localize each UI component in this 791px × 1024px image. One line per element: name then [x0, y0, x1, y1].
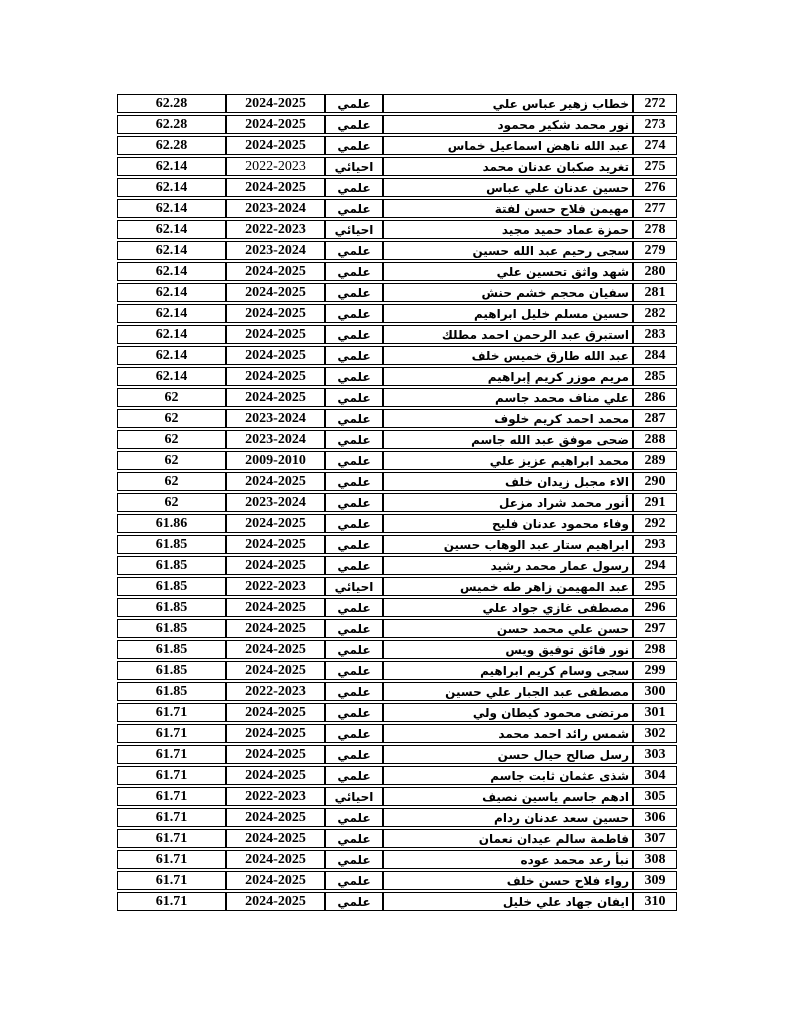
number-cell: 281: [633, 283, 677, 302]
name-cell: تغريد صكبان عدنان محمد: [383, 157, 633, 176]
table-row: [117, 619, 677, 638]
name-cell: محمد ابراهيم عزيز علي: [383, 451, 633, 470]
score-cell: 62.14: [117, 241, 226, 260]
name-cell: ايفان جهاد علي خليل: [383, 892, 633, 911]
table-row: [117, 871, 677, 890]
score-cell: 62: [117, 493, 226, 512]
number-cell: 285: [633, 367, 677, 386]
branch-cell: احيائي: [325, 220, 383, 239]
table-row: [117, 808, 677, 827]
branch-cell: علمي: [325, 178, 383, 197]
year-cell: 2022-2023: [226, 157, 325, 176]
branch-cell: علمي: [325, 766, 383, 785]
name-cell: استبرق عبد الرحمن احمد مطلك: [383, 325, 633, 344]
table-row: [117, 346, 677, 365]
branch-cell: علمي: [325, 682, 383, 701]
name-cell: حسين سعد عدنان ردام: [383, 808, 633, 827]
table-row: [117, 451, 677, 470]
branch-cell: علمي: [325, 346, 383, 365]
number-cell: 307: [633, 829, 677, 848]
score-cell: 62.14: [117, 199, 226, 218]
name-cell: ضحى موفق عبد الله جاسم: [383, 430, 633, 449]
name-cell: حسين عدنان علي عباس: [383, 178, 633, 197]
table-row: [117, 262, 677, 281]
number-cell: 286: [633, 388, 677, 407]
year-cell: 2023-2024: [226, 493, 325, 512]
table-row: [117, 388, 677, 407]
number-cell: 305: [633, 787, 677, 806]
branch-cell: علمي: [325, 598, 383, 617]
number-cell: 293: [633, 535, 677, 554]
year-cell: 2024-2025: [226, 262, 325, 281]
number-cell: 309: [633, 871, 677, 890]
score-cell: 62.14: [117, 346, 226, 365]
number-cell: 308: [633, 850, 677, 869]
branch-cell: علمي: [325, 241, 383, 260]
year-cell: 2024-2025: [226, 766, 325, 785]
year-cell: 2024-2025: [226, 115, 325, 134]
branch-cell: علمي: [325, 619, 383, 638]
name-cell: عبد الله طارق خميس خلف: [383, 346, 633, 365]
score-cell: 62: [117, 472, 226, 491]
branch-cell: علمي: [325, 325, 383, 344]
table-row: [117, 283, 677, 302]
score-cell: 62.14: [117, 262, 226, 281]
number-cell: 279: [633, 241, 677, 260]
year-cell: 2023-2024: [226, 409, 325, 428]
table-row: [117, 493, 677, 512]
table-row: [117, 472, 677, 491]
table-row: [117, 661, 677, 680]
score-cell: 62.28: [117, 136, 226, 155]
year-cell: 2009-2010: [226, 451, 325, 470]
name-cell: مريم موزر كريم إبراهيم: [383, 367, 633, 386]
year-cell: 2024-2025: [226, 703, 325, 722]
table-row: [117, 115, 677, 134]
table-row: [117, 640, 677, 659]
number-cell: 275: [633, 157, 677, 176]
branch-cell: علمي: [325, 808, 383, 827]
branch-cell: علمي: [325, 661, 383, 680]
year-cell: 2024-2025: [226, 619, 325, 638]
name-cell: علي مناف محمد جاسم: [383, 388, 633, 407]
year-cell: 2024-2025: [226, 829, 325, 848]
branch-cell: علمي: [325, 640, 383, 659]
year-cell: 2024-2025: [226, 283, 325, 302]
branch-cell: علمي: [325, 451, 383, 470]
number-cell: 297: [633, 619, 677, 638]
score-cell: 61.71: [117, 787, 226, 806]
year-cell: 2022-2023: [226, 682, 325, 701]
score-cell: 61.85: [117, 640, 226, 659]
branch-cell: علمي: [325, 388, 383, 407]
number-cell: 310: [633, 892, 677, 911]
year-cell: 2022-2023: [226, 220, 325, 239]
number-cell: 302: [633, 724, 677, 743]
number-cell: 291: [633, 493, 677, 512]
table-row: [117, 535, 677, 554]
year-cell: 2024-2025: [226, 808, 325, 827]
name-cell: مرتضى محمود كيطان ولي: [383, 703, 633, 722]
score-cell: 62: [117, 451, 226, 470]
name-cell: سفيان محجم خشم حنش: [383, 283, 633, 302]
name-cell: سجى رحيم عبد الله حسين: [383, 241, 633, 260]
number-cell: 280: [633, 262, 677, 281]
year-cell: 2023-2024: [226, 199, 325, 218]
number-cell: 298: [633, 640, 677, 659]
name-cell: نبأ رعد محمد عوده: [383, 850, 633, 869]
score-cell: 62.14: [117, 220, 226, 239]
name-cell: فاطمة سالم عيدان نعمان: [383, 829, 633, 848]
name-cell: خطاب زهير عباس علي: [383, 94, 633, 113]
table-row: [117, 682, 677, 701]
table-row: [117, 766, 677, 785]
name-cell: مصطفى عبد الجبار علي حسين: [383, 682, 633, 701]
year-cell: 2024-2025: [226, 325, 325, 344]
score-cell: 61.71: [117, 892, 226, 911]
number-cell: 288: [633, 430, 677, 449]
table-row: [117, 724, 677, 743]
name-cell: مصطفى غازي جواد علي: [383, 598, 633, 617]
year-cell: 2024-2025: [226, 94, 325, 113]
table-row: [117, 178, 677, 197]
year-cell: 2024-2025: [226, 472, 325, 491]
score-cell: 62.14: [117, 178, 226, 197]
number-cell: 272: [633, 94, 677, 113]
table-row: [117, 577, 677, 596]
score-cell: 61.71: [117, 703, 226, 722]
table-row: [117, 136, 677, 155]
name-cell: حمزة عماد حميد مجيد: [383, 220, 633, 239]
branch-cell: احيائي: [325, 157, 383, 176]
number-cell: 276: [633, 178, 677, 197]
score-cell: 61.71: [117, 808, 226, 827]
score-cell: 61.85: [117, 661, 226, 680]
number-cell: 296: [633, 598, 677, 617]
table-row: [117, 220, 677, 239]
year-cell: 2024-2025: [226, 598, 325, 617]
score-cell: 61.71: [117, 850, 226, 869]
number-cell: 303: [633, 745, 677, 764]
table-row: [117, 241, 677, 260]
branch-cell: علمي: [325, 136, 383, 155]
branch-cell: علمي: [325, 724, 383, 743]
branch-cell: علمي: [325, 283, 383, 302]
name-cell: رسل صالح حيال حسن: [383, 745, 633, 764]
score-cell: 61.85: [117, 535, 226, 554]
year-cell: 2024-2025: [226, 535, 325, 554]
score-cell: 62.14: [117, 157, 226, 176]
table-row: [117, 556, 677, 575]
table-row: [117, 304, 677, 323]
year-cell: 2024-2025: [226, 136, 325, 155]
branch-cell: علمي: [325, 409, 383, 428]
name-cell: ابراهيم ستار عبد الوهاب حسين: [383, 535, 633, 554]
branch-cell: علمي: [325, 535, 383, 554]
score-cell: 62.28: [117, 94, 226, 113]
score-cell: 61.71: [117, 724, 226, 743]
branch-cell: علمي: [325, 829, 383, 848]
number-cell: 299: [633, 661, 677, 680]
branch-cell: علمي: [325, 703, 383, 722]
score-cell: 62.14: [117, 283, 226, 302]
year-cell: 2024-2025: [226, 640, 325, 659]
branch-cell: علمي: [325, 472, 383, 491]
name-cell: ادهم جاسم ياسين نصيف: [383, 787, 633, 806]
score-cell: 61.86: [117, 514, 226, 533]
branch-cell: علمي: [325, 556, 383, 575]
table-row: [117, 409, 677, 428]
score-cell: 62: [117, 409, 226, 428]
score-cell: 61.71: [117, 871, 226, 890]
name-cell: رسول عمار محمد رشيد: [383, 556, 633, 575]
year-cell: 2024-2025: [226, 346, 325, 365]
number-cell: 283: [633, 325, 677, 344]
branch-cell: علمي: [325, 199, 383, 218]
table-row: [117, 325, 677, 344]
number-cell: 274: [633, 136, 677, 155]
name-cell: سجى وسام كريم ابراهيم: [383, 661, 633, 680]
name-cell: شذى عثمان ثابت جاسم: [383, 766, 633, 785]
name-cell: حسين مسلم خليل ابراهيم: [383, 304, 633, 323]
year-cell: 2024-2025: [226, 556, 325, 575]
number-cell: 287: [633, 409, 677, 428]
name-cell: شمس رائد احمد محمد: [383, 724, 633, 743]
number-cell: 300: [633, 682, 677, 701]
branch-cell: علمي: [325, 850, 383, 869]
year-cell: 2022-2023: [226, 577, 325, 596]
score-cell: 62: [117, 388, 226, 407]
number-cell: 282: [633, 304, 677, 323]
score-cell: 61.71: [117, 829, 226, 848]
name-cell: شهد واثق تحسين علي: [383, 262, 633, 281]
number-cell: 290: [633, 472, 677, 491]
score-cell: 61.85: [117, 682, 226, 701]
score-cell: 62.14: [117, 325, 226, 344]
year-cell: 2024-2025: [226, 661, 325, 680]
number-cell: 295: [633, 577, 677, 596]
year-cell: 2024-2025: [226, 514, 325, 533]
year-cell: 2024-2025: [226, 871, 325, 890]
branch-cell: علمي: [325, 871, 383, 890]
year-cell: 2024-2025: [226, 178, 325, 197]
number-cell: 273: [633, 115, 677, 134]
table-row: [117, 430, 677, 449]
table-row: [117, 514, 677, 533]
table-row: [117, 829, 677, 848]
score-cell: 62.14: [117, 367, 226, 386]
table-row: [117, 850, 677, 869]
year-cell: 2024-2025: [226, 724, 325, 743]
year-cell: 2024-2025: [226, 850, 325, 869]
number-cell: 301: [633, 703, 677, 722]
year-cell: 2024-2025: [226, 745, 325, 764]
table-row: [117, 367, 677, 386]
number-cell: 277: [633, 199, 677, 218]
score-cell: 61.85: [117, 577, 226, 596]
results-table-body: [117, 94, 677, 911]
branch-cell: علمي: [325, 115, 383, 134]
year-cell: 2024-2025: [226, 388, 325, 407]
score-cell: 61.85: [117, 619, 226, 638]
branch-cell: علمي: [325, 745, 383, 764]
table-row: [117, 199, 677, 218]
branch-cell: احيائي: [325, 787, 383, 806]
score-cell: 62.28: [117, 115, 226, 134]
score-cell: 61.85: [117, 598, 226, 617]
score-cell: 61.71: [117, 766, 226, 785]
score-cell: 62.14: [117, 304, 226, 323]
name-cell: محمد احمد كريم خلوف: [383, 409, 633, 428]
number-cell: 304: [633, 766, 677, 785]
name-cell: عبد الله ناهض اسماعيل خماس: [383, 136, 633, 155]
branch-cell: علمي: [325, 304, 383, 323]
name-cell: نور فائق توفيق ويس: [383, 640, 633, 659]
number-cell: 292: [633, 514, 677, 533]
name-cell: الاء مجبل زيدان خلف: [383, 472, 633, 491]
number-cell: 289: [633, 451, 677, 470]
table-row: [117, 94, 677, 113]
number-cell: 284: [633, 346, 677, 365]
table-row: [117, 598, 677, 617]
branch-cell: علمي: [325, 493, 383, 512]
name-cell: رواء فلاح حسن خلف: [383, 871, 633, 890]
branch-cell: علمي: [325, 430, 383, 449]
table-row: [117, 745, 677, 764]
branch-cell: علمي: [325, 94, 383, 113]
number-cell: 306: [633, 808, 677, 827]
branch-cell: علمي: [325, 367, 383, 386]
name-cell: أنور محمد شراد مزعل: [383, 493, 633, 512]
name-cell: نور محمد شكير محمود: [383, 115, 633, 134]
year-cell: 2023-2024: [226, 241, 325, 260]
branch-cell: علمي: [325, 892, 383, 911]
table-row: [117, 787, 677, 806]
number-cell: 294: [633, 556, 677, 575]
year-cell: 2023-2024: [226, 430, 325, 449]
results-table: [117, 92, 677, 913]
table-row: [117, 157, 677, 176]
table-row: [117, 892, 677, 911]
score-cell: 61.85: [117, 556, 226, 575]
year-cell: 2024-2025: [226, 304, 325, 323]
score-cell: 62: [117, 430, 226, 449]
table-row: [117, 703, 677, 722]
branch-cell: علمي: [325, 514, 383, 533]
year-cell: 2022-2023: [226, 787, 325, 806]
name-cell: حسن علي محمد حسن: [383, 619, 633, 638]
year-cell: 2024-2025: [226, 367, 325, 386]
branch-cell: احيائي: [325, 577, 383, 596]
name-cell: وفاء محمود عدنان فليح: [383, 514, 633, 533]
name-cell: مهيمن فلاح حسن لفتة: [383, 199, 633, 218]
name-cell: عبد المهيمن زاهر طه خميس: [383, 577, 633, 596]
year-cell: 2024-2025: [226, 892, 325, 911]
branch-cell: علمي: [325, 262, 383, 281]
number-cell: 278: [633, 220, 677, 239]
score-cell: 61.71: [117, 745, 226, 764]
